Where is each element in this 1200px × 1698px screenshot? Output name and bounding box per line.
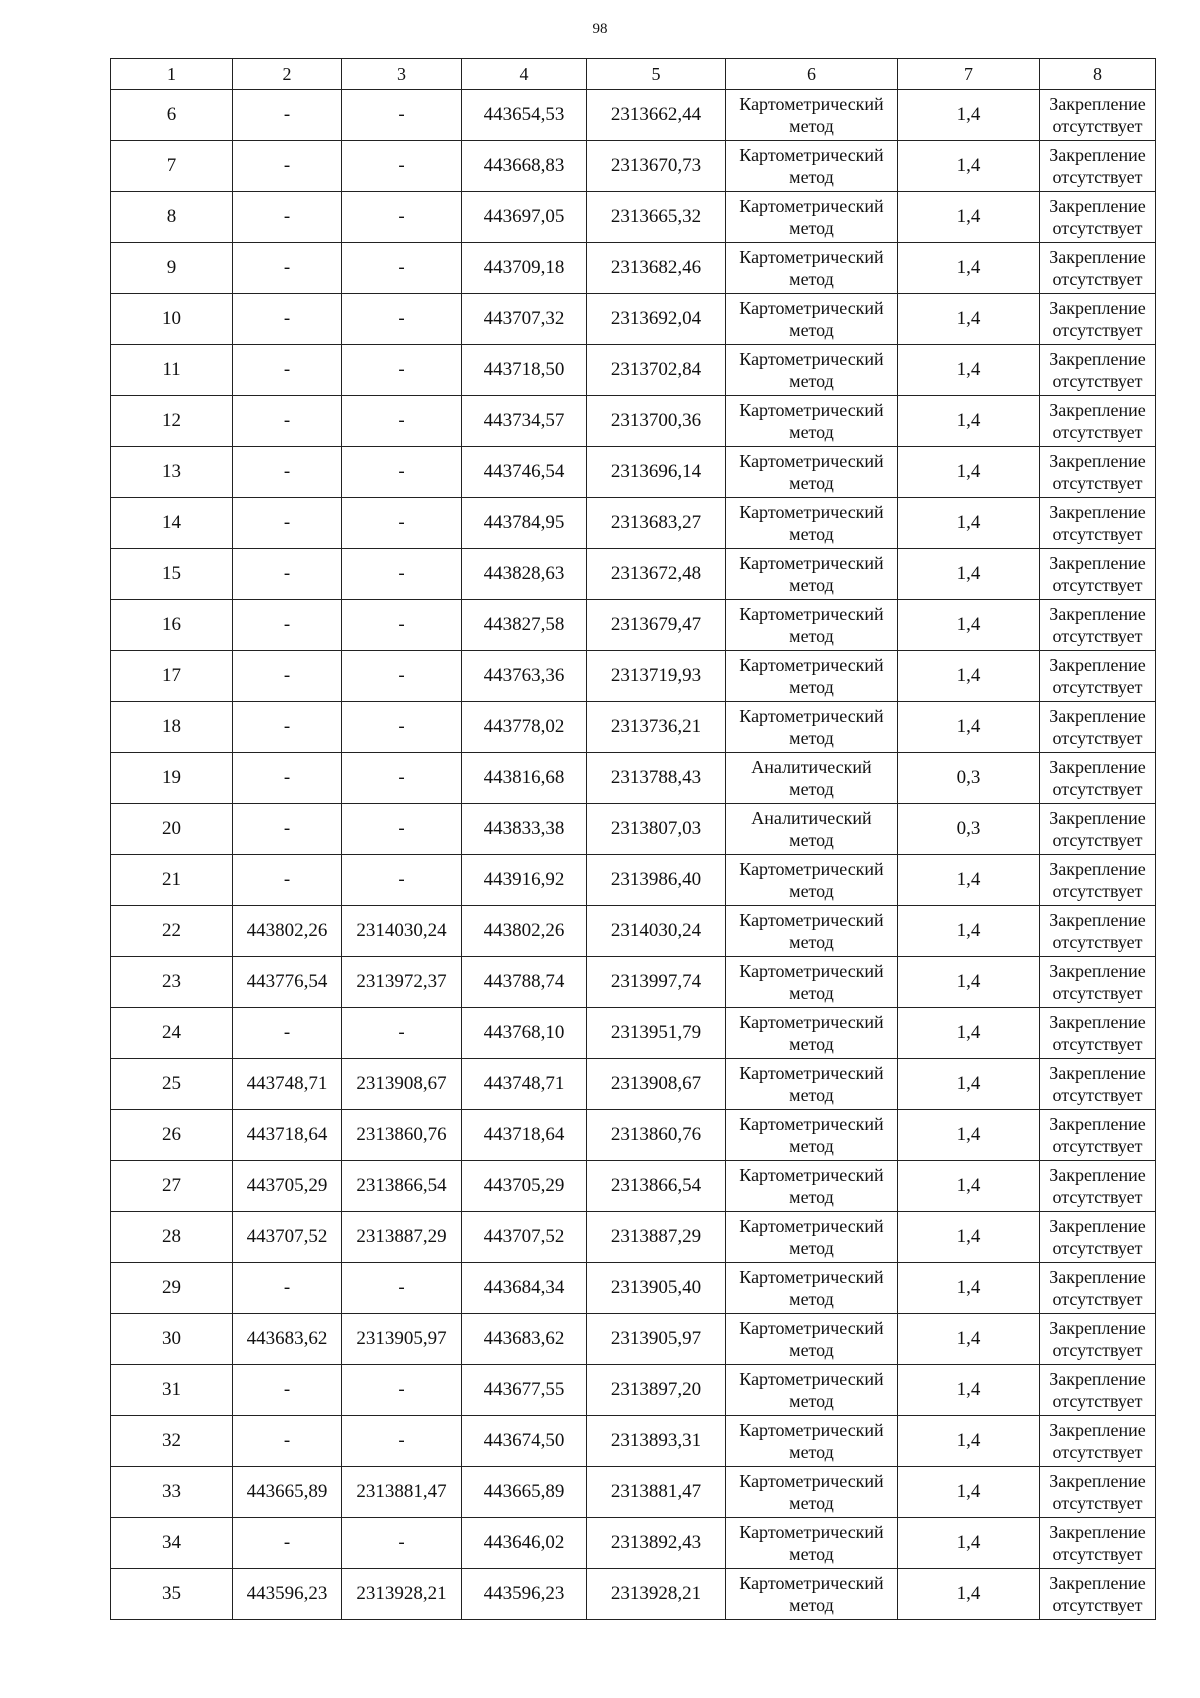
fixing-cell: Закрепление отсутствует <box>1040 1008 1156 1059</box>
old-x-cell: 443707,52 <box>233 1212 342 1263</box>
old-x-cell: 443718,64 <box>233 1110 342 1161</box>
old-x-cell: - <box>233 447 342 498</box>
method-cell: Картометрический метод <box>726 1518 898 1569</box>
coordinates-table <box>110 58 1156 1620</box>
old-y-cell: 2313860,76 <box>342 1110 462 1161</box>
table-row <box>111 1467 1156 1518</box>
old-x-cell: - <box>233 804 342 855</box>
old-y-cell: - <box>342 345 462 396</box>
new-x-cell: 443697,05 <box>462 192 587 243</box>
table-row <box>111 1059 1156 1110</box>
accuracy-cell: 1,4 <box>898 498 1040 549</box>
table-row <box>111 549 1156 600</box>
method-cell: Картометрический метод <box>726 1212 898 1263</box>
old-x-cell: - <box>233 1365 342 1416</box>
table-body <box>111 90 1156 1620</box>
old-y-cell: - <box>342 1263 462 1314</box>
fixing-cell: Закрепление отсутствует <box>1040 906 1156 957</box>
method-cell: Картометрический метод <box>726 1263 898 1314</box>
fixing-cell: Закрепление отсутствует <box>1040 702 1156 753</box>
accuracy-cell: 1,4 <box>898 1467 1040 1518</box>
accuracy-cell: 0,3 <box>898 753 1040 804</box>
old-x-cell: - <box>233 600 342 651</box>
old-x-cell: - <box>233 651 342 702</box>
column-header: 3 <box>342 59 462 90</box>
method-cell: Аналитический метод <box>726 804 898 855</box>
fixing-cell: Закрепление отсутствует <box>1040 549 1156 600</box>
table-row <box>111 1110 1156 1161</box>
accuracy-cell: 1,4 <box>898 957 1040 1008</box>
old-y-cell: 2313881,47 <box>342 1467 462 1518</box>
point-number-cell: 11 <box>111 345 233 396</box>
new-x-cell: 443684,34 <box>462 1263 587 1314</box>
fixing-cell: Закрепление отсутствует <box>1040 957 1156 1008</box>
point-number-cell: 6 <box>111 90 233 141</box>
old-x-cell: 443748,71 <box>233 1059 342 1110</box>
fixing-cell: Закрепление отсутствует <box>1040 1161 1156 1212</box>
table-row <box>111 855 1156 906</box>
new-y-cell: 2313887,29 <box>587 1212 726 1263</box>
method-cell: Картометрический метод <box>726 906 898 957</box>
old-y-cell: 2313866,54 <box>342 1161 462 1212</box>
method-cell: Картометрический метод <box>726 1161 898 1212</box>
method-cell: Картометрический метод <box>726 1467 898 1518</box>
old-x-cell: - <box>233 294 342 345</box>
method-cell: Картометрический метод <box>726 345 898 396</box>
old-y-cell: 2313905,97 <box>342 1314 462 1365</box>
new-x-cell: 443828,63 <box>462 549 587 600</box>
new-x-cell: 443784,95 <box>462 498 587 549</box>
method-cell: Картометрический метод <box>726 1110 898 1161</box>
new-y-cell: 2313881,47 <box>587 1467 726 1518</box>
new-x-cell: 443816,68 <box>462 753 587 804</box>
fixing-cell: Закрепление отсутствует <box>1040 243 1156 294</box>
new-x-cell: 443768,10 <box>462 1008 587 1059</box>
fixing-cell: Закрепление отсутствует <box>1040 804 1156 855</box>
accuracy-cell: 1,4 <box>898 1365 1040 1416</box>
point-number-cell: 23 <box>111 957 233 1008</box>
old-x-cell: 443776,54 <box>233 957 342 1008</box>
page-number: 98 <box>592 21 608 37</box>
fixing-cell: Закрепление отсутствует <box>1040 1518 1156 1569</box>
new-x-cell: 443788,74 <box>462 957 587 1008</box>
new-y-cell: 2313692,04 <box>587 294 726 345</box>
table-row <box>111 141 1156 192</box>
accuracy-cell: 1,4 <box>898 141 1040 192</box>
old-x-cell: - <box>233 753 342 804</box>
table-row <box>111 1365 1156 1416</box>
new-y-cell: 2313788,43 <box>587 753 726 804</box>
column-header: 2 <box>233 59 342 90</box>
old-x-cell: - <box>233 396 342 447</box>
table-header-row <box>111 59 1156 90</box>
old-y-cell: - <box>342 498 462 549</box>
new-y-cell: 2313893,31 <box>587 1416 726 1467</box>
new-y-cell: 2313951,79 <box>587 1008 726 1059</box>
new-x-cell: 443654,53 <box>462 90 587 141</box>
fixing-cell: Закрепление отсутствует <box>1040 651 1156 702</box>
fixing-cell: Закрепление отсутствует <box>1040 1467 1156 1518</box>
new-y-cell: 2313665,32 <box>587 192 726 243</box>
method-cell: Картометрический метод <box>726 90 898 141</box>
accuracy-cell: 1,4 <box>898 447 1040 498</box>
method-cell: Картометрический метод <box>726 294 898 345</box>
column-header: 1 <box>111 59 233 90</box>
old-y-cell: 2314030,24 <box>342 906 462 957</box>
new-x-cell: 443707,32 <box>462 294 587 345</box>
new-y-cell: 2313892,43 <box>587 1518 726 1569</box>
point-number-cell: 24 <box>111 1008 233 1059</box>
new-x-cell: 443916,92 <box>462 855 587 906</box>
old-y-cell: - <box>342 294 462 345</box>
fixing-cell: Закрепление отсутствует <box>1040 1314 1156 1365</box>
new-y-cell: 2313807,03 <box>587 804 726 855</box>
new-y-cell: 2313860,76 <box>587 1110 726 1161</box>
table-row <box>111 1161 1156 1212</box>
column-header: 6 <box>726 59 898 90</box>
accuracy-cell: 1,4 <box>898 906 1040 957</box>
method-cell: Картометрический метод <box>726 1365 898 1416</box>
method-cell: Картометрический метод <box>726 855 898 906</box>
table-row <box>111 702 1156 753</box>
table-row <box>111 243 1156 294</box>
accuracy-cell: 1,4 <box>898 345 1040 396</box>
method-cell: Картометрический метод <box>726 243 898 294</box>
old-y-cell: 2313908,67 <box>342 1059 462 1110</box>
accuracy-cell: 1,4 <box>898 1059 1040 1110</box>
fixing-cell: Закрепление отсутствует <box>1040 90 1156 141</box>
method-cell: Аналитический метод <box>726 753 898 804</box>
method-cell: Картометрический метод <box>726 1059 898 1110</box>
old-y-cell: 2313928,21 <box>342 1569 462 1620</box>
fixing-cell: Закрепление отсутствует <box>1040 294 1156 345</box>
method-cell: Картометрический метод <box>726 957 898 1008</box>
new-y-cell: 2313662,44 <box>587 90 726 141</box>
fixing-cell: Закрепление отсутствует <box>1040 447 1156 498</box>
new-y-cell: 2314030,24 <box>587 906 726 957</box>
table-row <box>111 1518 1156 1569</box>
point-number-cell: 17 <box>111 651 233 702</box>
new-y-cell: 2313700,36 <box>587 396 726 447</box>
accuracy-cell: 1,4 <box>898 192 1040 243</box>
point-number-cell: 32 <box>111 1416 233 1467</box>
new-x-cell: 443665,89 <box>462 1467 587 1518</box>
point-number-cell: 22 <box>111 906 233 957</box>
old-y-cell: - <box>342 90 462 141</box>
old-x-cell: - <box>233 1008 342 1059</box>
old-y-cell: - <box>342 1365 462 1416</box>
point-number-cell: 35 <box>111 1569 233 1620</box>
table-row <box>111 1416 1156 1467</box>
accuracy-cell: 1,4 <box>898 549 1040 600</box>
fixing-cell: Закрепление отсутствует <box>1040 1110 1156 1161</box>
new-x-cell: 443718,64 <box>462 1110 587 1161</box>
column-header: 5 <box>587 59 726 90</box>
new-x-cell: 443709,18 <box>462 243 587 294</box>
new-x-cell: 443746,54 <box>462 447 587 498</box>
point-number-cell: 31 <box>111 1365 233 1416</box>
old-x-cell: - <box>233 1263 342 1314</box>
fixing-cell: Закрепление отсутствует <box>1040 1365 1156 1416</box>
new-y-cell: 2313702,84 <box>587 345 726 396</box>
method-cell: Картометрический метод <box>726 1416 898 1467</box>
point-number-cell: 26 <box>111 1110 233 1161</box>
new-x-cell: 443668,83 <box>462 141 587 192</box>
old-y-cell: - <box>342 753 462 804</box>
new-x-cell: 443683,62 <box>462 1314 587 1365</box>
accuracy-cell: 1,4 <box>898 651 1040 702</box>
accuracy-cell: 1,4 <box>898 1569 1040 1620</box>
old-x-cell: - <box>233 192 342 243</box>
column-header: 4 <box>462 59 587 90</box>
old-y-cell: - <box>342 1008 462 1059</box>
accuracy-cell: 1,4 <box>898 1212 1040 1263</box>
point-number-cell: 33 <box>111 1467 233 1518</box>
old-x-cell: 443802,26 <box>233 906 342 957</box>
accuracy-cell: 1,4 <box>898 702 1040 753</box>
fixing-cell: Закрепление отсутствует <box>1040 141 1156 192</box>
column-header: 8 <box>1040 59 1156 90</box>
table-row <box>111 1569 1156 1620</box>
new-x-cell: 443674,50 <box>462 1416 587 1467</box>
point-number-cell: 15 <box>111 549 233 600</box>
method-cell: Картометрический метод <box>726 702 898 753</box>
point-number-cell: 19 <box>111 753 233 804</box>
point-number-cell: 16 <box>111 600 233 651</box>
old-y-cell: - <box>342 702 462 753</box>
fixing-cell: Закрепление отсутствует <box>1040 753 1156 804</box>
old-y-cell: - <box>342 141 462 192</box>
method-cell: Картометрический метод <box>726 498 898 549</box>
accuracy-cell: 1,4 <box>898 1314 1040 1365</box>
new-x-cell: 443677,55 <box>462 1365 587 1416</box>
table-row <box>111 294 1156 345</box>
new-y-cell: 2313986,40 <box>587 855 726 906</box>
point-number-cell: 8 <box>111 192 233 243</box>
new-y-cell: 2313866,54 <box>587 1161 726 1212</box>
old-x-cell: - <box>233 702 342 753</box>
column-header: 7 <box>898 59 1040 90</box>
point-number-cell: 34 <box>111 1518 233 1569</box>
point-number-cell: 10 <box>111 294 233 345</box>
new-x-cell: 443705,29 <box>462 1161 587 1212</box>
point-number-cell: 20 <box>111 804 233 855</box>
new-y-cell: 2313897,20 <box>587 1365 726 1416</box>
fixing-cell: Закрепление отсутствует <box>1040 345 1156 396</box>
old-x-cell: - <box>233 243 342 294</box>
table-row <box>111 396 1156 447</box>
fixing-cell: Закрепление отсутствует <box>1040 498 1156 549</box>
new-y-cell: 2313928,21 <box>587 1569 726 1620</box>
new-y-cell: 2313679,47 <box>587 600 726 651</box>
old-x-cell: - <box>233 1416 342 1467</box>
fixing-cell: Закрепление отсутствует <box>1040 192 1156 243</box>
new-y-cell: 2313696,14 <box>587 447 726 498</box>
table-row <box>111 90 1156 141</box>
new-y-cell: 2313672,48 <box>587 549 726 600</box>
table-row <box>111 753 1156 804</box>
new-x-cell: 443778,02 <box>462 702 587 753</box>
new-y-cell: 2313905,40 <box>587 1263 726 1314</box>
table-row <box>111 447 1156 498</box>
old-y-cell: - <box>342 243 462 294</box>
fixing-cell: Закрепление отсутствует <box>1040 396 1156 447</box>
table-row <box>111 906 1156 957</box>
accuracy-cell: 1,4 <box>898 1110 1040 1161</box>
old-x-cell: - <box>233 345 342 396</box>
point-number-cell: 18 <box>111 702 233 753</box>
old-y-cell: - <box>342 447 462 498</box>
old-x-cell: - <box>233 855 342 906</box>
old-x-cell: 443705,29 <box>233 1161 342 1212</box>
fixing-cell: Закрепление отсутствует <box>1040 600 1156 651</box>
old-x-cell: 443683,62 <box>233 1314 342 1365</box>
method-cell: Картометрический метод <box>726 141 898 192</box>
old-x-cell: - <box>233 141 342 192</box>
accuracy-cell: 1,4 <box>898 1263 1040 1314</box>
new-x-cell: 443646,02 <box>462 1518 587 1569</box>
method-cell: Картометрический метод <box>726 600 898 651</box>
new-y-cell: 2313670,73 <box>587 141 726 192</box>
method-cell: Картометрический метод <box>726 549 898 600</box>
old-x-cell: 443596,23 <box>233 1569 342 1620</box>
fixing-cell: Закрепление отсутствует <box>1040 1212 1156 1263</box>
method-cell: Картометрический метод <box>726 1314 898 1365</box>
accuracy-cell: 1,4 <box>898 1416 1040 1467</box>
old-y-cell: - <box>342 804 462 855</box>
accuracy-cell: 1,4 <box>898 855 1040 906</box>
table-row <box>111 957 1156 1008</box>
new-x-cell: 443827,58 <box>462 600 587 651</box>
new-x-cell: 443596,23 <box>462 1569 587 1620</box>
new-x-cell: 443802,26 <box>462 906 587 957</box>
point-number-cell: 29 <box>111 1263 233 1314</box>
new-y-cell: 2313719,93 <box>587 651 726 702</box>
new-x-cell: 443748,71 <box>462 1059 587 1110</box>
old-y-cell: - <box>342 396 462 447</box>
point-number-cell: 14 <box>111 498 233 549</box>
table-row <box>111 600 1156 651</box>
fixing-cell: Закрепление отсутствует <box>1040 855 1156 906</box>
accuracy-cell: 1,4 <box>898 90 1040 141</box>
method-cell: Картометрический метод <box>726 651 898 702</box>
fixing-cell: Закрепление отсутствует <box>1040 1263 1156 1314</box>
old-x-cell: - <box>233 549 342 600</box>
new-y-cell: 2313908,67 <box>587 1059 726 1110</box>
accuracy-cell: 1,4 <box>898 1518 1040 1569</box>
fixing-cell: Закрепление отсутствует <box>1040 1416 1156 1467</box>
old-x-cell: - <box>233 90 342 141</box>
new-y-cell: 2313905,97 <box>587 1314 726 1365</box>
old-y-cell: - <box>342 549 462 600</box>
point-number-cell: 21 <box>111 855 233 906</box>
old-y-cell: - <box>342 600 462 651</box>
accuracy-cell: 1,4 <box>898 1008 1040 1059</box>
table-row <box>111 1008 1156 1059</box>
table-row <box>111 192 1156 243</box>
new-y-cell: 2313997,74 <box>587 957 726 1008</box>
point-number-cell: 28 <box>111 1212 233 1263</box>
old-y-cell: - <box>342 651 462 702</box>
fixing-cell: Закрепление отсутствует <box>1040 1569 1156 1620</box>
old-y-cell: 2313887,29 <box>342 1212 462 1263</box>
table-row <box>111 498 1156 549</box>
accuracy-cell: 1,4 <box>898 1161 1040 1212</box>
table-row <box>111 1212 1156 1263</box>
new-x-cell: 443707,52 <box>462 1212 587 1263</box>
method-cell: Картометрический метод <box>726 447 898 498</box>
fixing-cell: Закрепление отсутствует <box>1040 1059 1156 1110</box>
accuracy-cell: 1,4 <box>898 243 1040 294</box>
table-row <box>111 651 1156 702</box>
new-x-cell: 443833,38 <box>462 804 587 855</box>
point-number-cell: 13 <box>111 447 233 498</box>
accuracy-cell: 1,4 <box>898 396 1040 447</box>
accuracy-cell: 0,3 <box>898 804 1040 855</box>
new-x-cell: 443718,50 <box>462 345 587 396</box>
old-y-cell: 2313972,37 <box>342 957 462 1008</box>
old-x-cell: - <box>233 498 342 549</box>
old-y-cell: - <box>342 1416 462 1467</box>
new-y-cell: 2313683,27 <box>587 498 726 549</box>
point-number-cell: 12 <box>111 396 233 447</box>
accuracy-cell: 1,4 <box>898 600 1040 651</box>
point-number-cell: 7 <box>111 141 233 192</box>
new-y-cell: 2313682,46 <box>587 243 726 294</box>
accuracy-cell: 1,4 <box>898 294 1040 345</box>
old-x-cell: - <box>233 1518 342 1569</box>
method-cell: Картометрический метод <box>726 1569 898 1620</box>
old-x-cell: 443665,89 <box>233 1467 342 1518</box>
new-x-cell: 443763,36 <box>462 651 587 702</box>
point-number-cell: 9 <box>111 243 233 294</box>
method-cell: Картометрический метод <box>726 396 898 447</box>
point-number-cell: 30 <box>111 1314 233 1365</box>
new-x-cell: 443734,57 <box>462 396 587 447</box>
table-row <box>111 1263 1156 1314</box>
method-cell: Картометрический метод <box>726 1008 898 1059</box>
table-row <box>111 345 1156 396</box>
point-number-cell: 25 <box>111 1059 233 1110</box>
old-y-cell: - <box>342 855 462 906</box>
method-cell: Картометрический метод <box>726 192 898 243</box>
table-row <box>111 804 1156 855</box>
table-row <box>111 1314 1156 1365</box>
new-y-cell: 2313736,21 <box>587 702 726 753</box>
old-y-cell: - <box>342 192 462 243</box>
old-y-cell: - <box>342 1518 462 1569</box>
point-number-cell: 27 <box>111 1161 233 1212</box>
